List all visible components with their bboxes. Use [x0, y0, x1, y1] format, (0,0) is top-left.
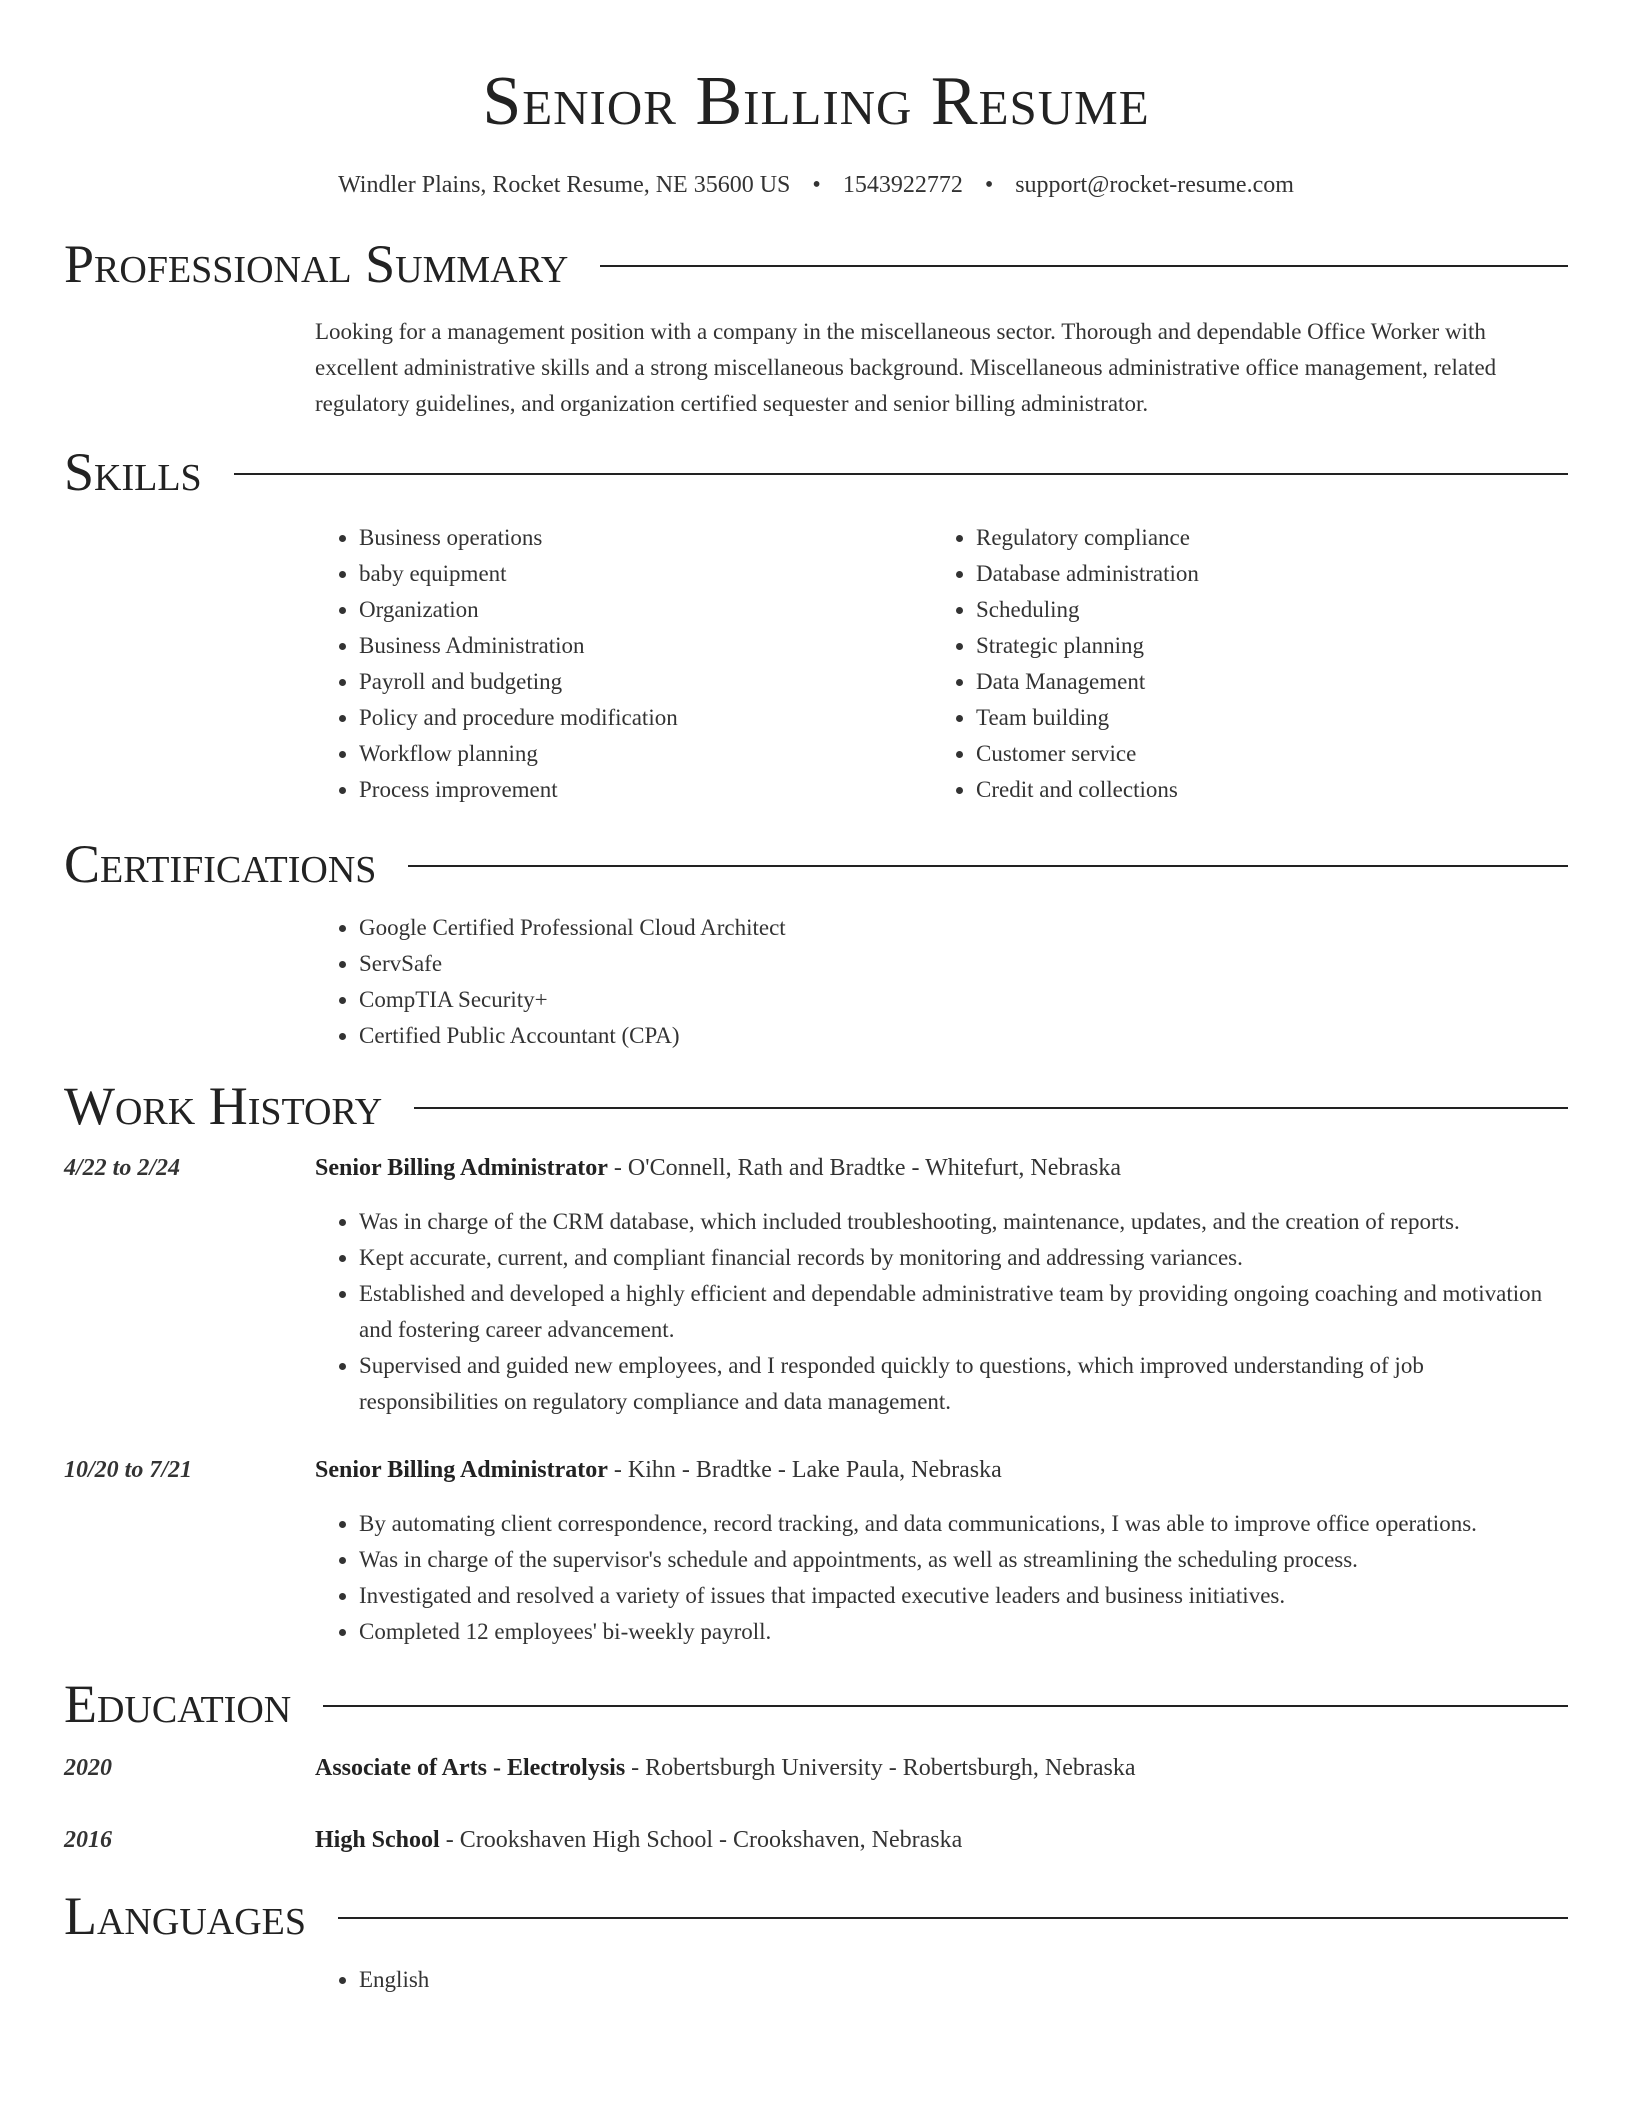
languages-heading: Languages — [64, 1886, 306, 1946]
skills-list-right — [932, 520, 1549, 808]
job-duties — [315, 1506, 1568, 1650]
job-duty-item: • Kept accurate, current, and compliant financial records by monitoring and addressing variances. — [359, 1240, 1568, 1276]
job-employer: - Kihn - Bradtke - Lake Paula, Nebraska — [607, 1457, 1002, 1483]
skill-item: • Database administration — [976, 556, 1549, 592]
job-employer: - O'Connell, Rath and Bradtke - Whitefurt, Nebraska — [607, 1155, 1121, 1181]
skills-heading: Skills — [64, 442, 202, 502]
education-school: - Robertsburgh University - Robertsburgh, Nebraska — [625, 1755, 1136, 1781]
job-duty-item: • Was in charge of the supervisor's schedule and appointments, as well as streamlining the scheduling process. — [359, 1542, 1568, 1578]
certifications-list — [315, 910, 1568, 1054]
certification-item: • ServSafe — [359, 946, 1568, 982]
certification-item: • Certified Public Accountant (CPA) — [359, 1018, 1568, 1054]
job-header — [64, 1452, 1568, 1488]
work-entry — [64, 1150, 1568, 1420]
skill-item: • Regulatory compliance — [976, 520, 1549, 556]
skills-column-right — [932, 520, 1549, 808]
skill-item: • Strategic planning — [976, 628, 1549, 664]
job-duty-item: • Supervised and guided new employees, and I responded quickly to questions, which improved understanding of job responsibilities on regulatory compliance and data management. — [359, 1348, 1568, 1420]
job-duty-item: • Completed 12 employees' bi-weekly payroll. — [359, 1614, 1568, 1650]
section-divider — [338, 1917, 1568, 1919]
skill-item: • Policy and procedure modification — [359, 700, 932, 736]
skill-item: • Scheduling — [976, 592, 1549, 628]
skill-item: • Business Administration — [359, 628, 932, 664]
certifications-section-body — [315, 910, 1568, 1054]
education-school: - Crookshaven High School - Crookshaven, Nebraska — [439, 1827, 963, 1853]
job-duty-item: • By automating client correspondence, record tracking, and data communications, I was able to improve office operations. — [359, 1506, 1568, 1542]
summary-text: Looking for a management position with a company in the miscellaneous sector. Thorough and dependable Office Worker with excellent administrative skills and a strong miscellaneous background. Miscellaneous administrative office management, related regulatory guidelines, and organization certified sequester and senior billing administrator. — [315, 319, 1497, 416]
section-divider — [408, 865, 1568, 867]
skill-item: • Team building — [976, 700, 1549, 736]
job-dates: 4/22 to 2/24 — [64, 1155, 181, 1181]
work-entry — [64, 1452, 1568, 1650]
skill-item: • Business operations — [359, 520, 932, 556]
skill-item: • Credit and collections — [976, 772, 1549, 808]
certification-item: • Google Certified Professional Cloud Architect — [359, 910, 1568, 946]
languages-section-body — [315, 1962, 1568, 1998]
skills-section-header — [64, 442, 1568, 502]
education-line — [315, 1750, 1136, 1786]
work-heading: Work History — [64, 1076, 383, 1136]
job-title: Senior Billing Administrator — [315, 1457, 608, 1483]
contact-separator: • — [812, 172, 821, 198]
education-degree: Associate of Arts - Electrolysis — [315, 1755, 626, 1781]
education-entry — [64, 1750, 1568, 1786]
skill-item: • Organization — [359, 592, 932, 628]
education-year: 2016 — [64, 1827, 112, 1853]
skill-item: • Data Management — [976, 664, 1549, 700]
certifications-section-header — [64, 834, 1568, 894]
job-duties — [315, 1204, 1568, 1420]
certification-item: • CompTIA Security+ — [359, 982, 1568, 1018]
section-divider — [234, 473, 1568, 475]
summary-section-body — [315, 314, 1568, 422]
contact-line — [64, 170, 1568, 200]
job-header — [64, 1150, 1568, 1186]
certifications-heading: Certifications — [64, 834, 377, 894]
section-divider — [600, 265, 1568, 267]
summary-heading: Professional Summary — [64, 234, 569, 294]
job-duties-list — [315, 1204, 1568, 1420]
section-divider — [323, 1705, 1568, 1707]
skill-item: • Payroll and budgeting — [359, 664, 932, 700]
education-line — [315, 1822, 962, 1858]
contact-address: Windler Plains, Rocket Resume, NE 35600 US — [338, 172, 791, 198]
resume-title: Senior Billing Resume — [482, 63, 1150, 140]
education-degree: High School — [315, 1827, 440, 1853]
contact-separator: • — [984, 172, 994, 198]
education-entry — [64, 1822, 1568, 1858]
job-duty-item: • Investigated and resolved a variety of issues that impacted executive leaders and business initiatives. — [359, 1578, 1568, 1614]
skill-item: • Workflow planning — [359, 736, 932, 772]
languages-section-header — [64, 1886, 1568, 1946]
contact-email: support@rocket-resume.com — [1015, 172, 1294, 198]
work-section-header — [64, 1076, 1568, 1136]
skills-section-body — [315, 520, 1568, 808]
summary-section-header — [64, 234, 1568, 294]
job-title-line — [315, 1452, 1002, 1488]
skill-item: • Customer service — [976, 736, 1549, 772]
job-duties-list — [315, 1506, 1568, 1650]
job-dates: 10/20 to 7/21 — [64, 1457, 193, 1483]
education-heading: Education — [64, 1674, 292, 1734]
skill-item: • baby equipment — [359, 556, 932, 592]
language-item: • English — [359, 1962, 1568, 1998]
education-section-header — [64, 1674, 1568, 1734]
section-divider — [414, 1107, 1568, 1109]
job-duty-item: • Was in charge of the CRM database, which included troubleshooting, maintenance, updates, and the creation of reports. — [359, 1204, 1568, 1240]
languages-list — [315, 1962, 1568, 1998]
skill-item: • Process improvement — [359, 772, 932, 808]
job-title: Senior Billing Administrator — [315, 1155, 608, 1181]
skills-column-left — [315, 520, 932, 808]
education-year: 2020 — [64, 1755, 112, 1781]
contact-phone: 1543922772 — [842, 172, 963, 198]
skills-list-left — [315, 520, 932, 808]
job-title-line — [315, 1150, 1121, 1186]
job-duty-item: • Established and developed a highly efficient and dependable administrative team by providing ongoing coaching and motivation and fostering career advancement. — [359, 1276, 1568, 1348]
